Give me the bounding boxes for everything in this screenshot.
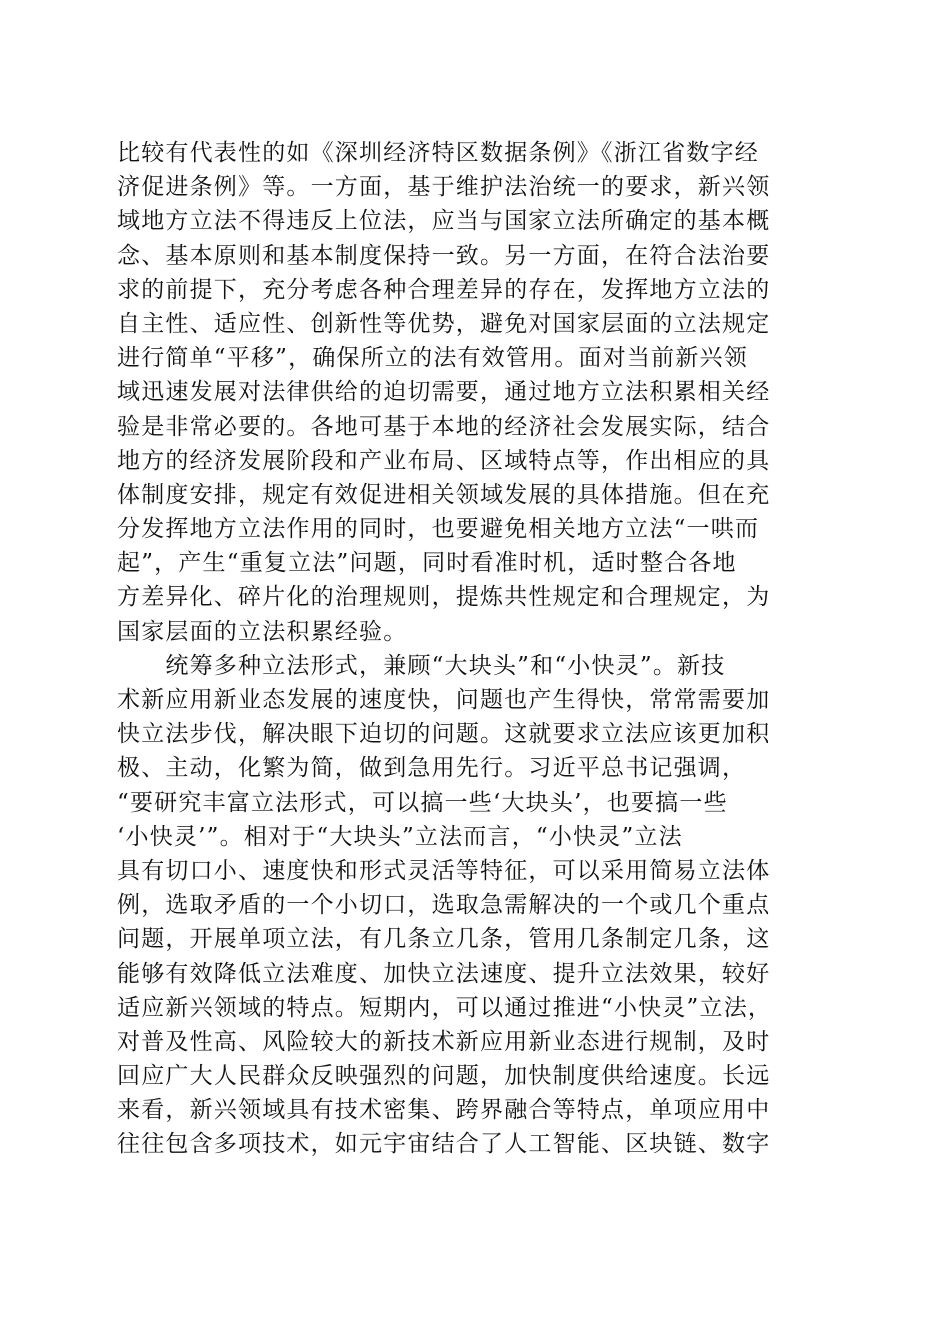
- text-line: 自主性、适应性、创新性等优势，避免对国家层面的立法规定: [117, 310, 771, 337]
- text-line: 术新应用新业态发展的速度快，问题也产生得快，常常需要加: [117, 687, 771, 713]
- text-line: 念、基本原则和基本制度保持一致。另一方面，在符合法治要: [117, 242, 771, 269]
- text-line: 地方的经济发展阶段和产业布局、区域特点等，作出相应的具: [117, 447, 771, 474]
- text-line: 方差异化、碎片化的治理规则，提炼共性规定和合理规定，为: [117, 584, 771, 611]
- text-line: 统筹多种立法形式，兼顾“大块头”和“小快灵”。新技: [117, 652, 726, 679]
- text-line: 极、主动，化繁为简，做到急用先行。习近平总书记强调，: [117, 755, 747, 782]
- text-line: 回应广大人民群众反映强烈的问题，加快制度供给速度。长远: [117, 1063, 771, 1090]
- paragraph-legislation-forms: [117, 649, 857, 1162]
- text-line: 体制度安排，规定有效促进相关领域发展的具体措施。但在充: [117, 481, 771, 508]
- text-line: 具有切口小、速度快和形式灵活等特征，可以采用简易立法体: [117, 857, 771, 884]
- text-line: 起”，产生“重复立法”问题，同时看准时机，适时整合各地: [117, 550, 737, 577]
- text-line: 域地方立法不得违反上位法，应当与国家立法所确定的基本概: [117, 208, 771, 235]
- text-line: 对普及性高、风险较大的新技术新应用新业态进行规制，及时: [117, 1028, 771, 1055]
- paragraph-local-legislation: [117, 136, 857, 649]
- text-line: 分发挥地方立法作用的同时，也要避免相关地方立法“一哄而: [117, 516, 760, 543]
- text-line: 求的前提下，充分考虑各种合理差异的存在，发挥地方立法的: [117, 276, 771, 303]
- text-line: 问题，开展单项立法，有几条立几条，管用几条制定几条，这: [117, 926, 771, 953]
- text-line: 域迅速发展对法律供给的迫切需要，通过地方立法积累相关经: [117, 379, 771, 406]
- text-line: 能够有效降低立法难度、加快立法速度、提升立法效果，较好: [117, 960, 771, 987]
- text-line: 往往包含多项技术，如元宇宙结合了人工智能、区块链、数字: [117, 1131, 771, 1158]
- text-line: ‘小快灵’”。相对于“大块头”立法而言，“小快灵”立法: [117, 823, 683, 850]
- text-line: 验是非常必要的。各地可基于本地的经济社会发展实际，结合: [117, 413, 771, 440]
- text-line: 例，选取矛盾的一个小切口，选取急需解决的一个或几个重点: [117, 892, 771, 919]
- document-body: [117, 136, 857, 1162]
- text-line: 来看，新兴领域具有技术密集、跨界融合等特点，单项应用中: [117, 1097, 771, 1124]
- text-line: 适应新兴领域的特点。短期内，可以通过推进“小快灵”立法，: [117, 994, 773, 1021]
- text-line: 进行简单“平移”，确保所立的法有效管用。面对当前新兴领: [117, 345, 748, 372]
- text-line: 快立法步伐，解决眼下迫切的问题。这就要求立法应该更加积: [117, 721, 771, 748]
- text-line: 济促进条例》等。一方面，基于维护法治统一的要求，新兴领: [117, 174, 771, 201]
- text-line: 比较有代表性的如《深圳经济特区数据条例》《浙江省数字经: [117, 140, 759, 166]
- text-line: 国家层面的立法积累经验。: [117, 618, 408, 645]
- text-line: “要研究丰富立法形式，可以搞一些‘大块头’，也要搞一些: [117, 789, 728, 816]
